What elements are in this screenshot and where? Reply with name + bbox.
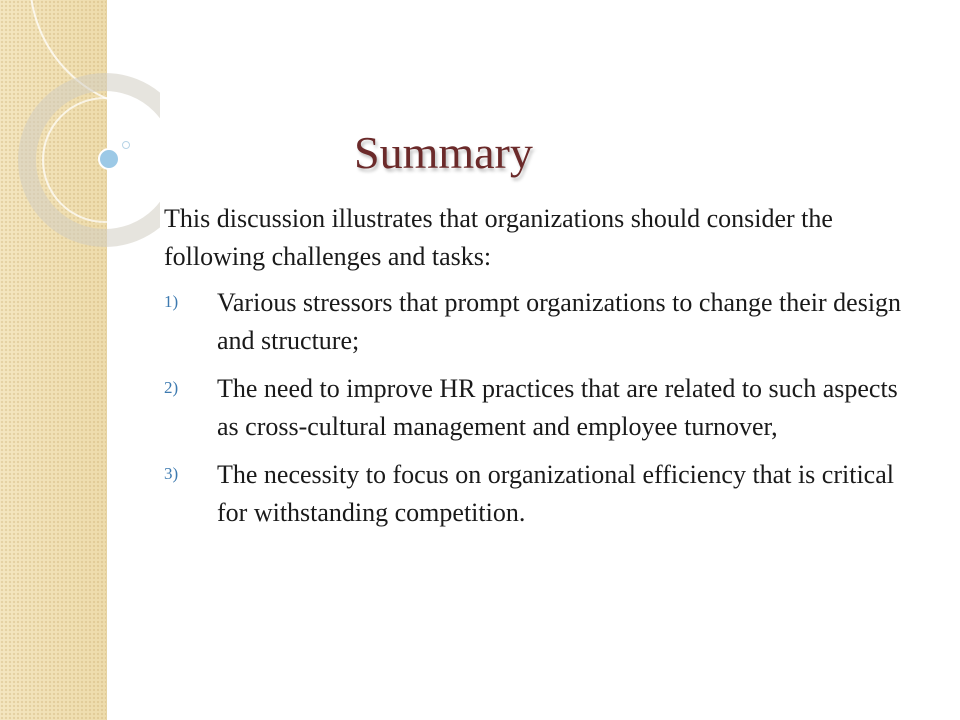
decorative-circles [0, 0, 160, 260]
list-number: 3) [164, 464, 179, 483]
list-number: 2) [164, 378, 179, 397]
challenges-list [164, 284, 914, 542]
slide-title: Summary [354, 127, 533, 178]
blue-bubble-icon [99, 149, 119, 169]
list-number: 1) [164, 292, 179, 311]
list-item [164, 370, 914, 446]
list-item [164, 456, 914, 532]
small-bubble-icon [123, 142, 130, 149]
list-item-text: The need to improve HR practices that are related to such aspects as cross-cultural management and employee turnover, [217, 374, 898, 441]
list-item-text: Various stressors that prompt organizations to change their design and structure; [217, 288, 902, 355]
list-item-text: The necessity to focus on organizational efficiency that is critical for withstanding competition. [217, 460, 894, 527]
list-item [164, 284, 914, 360]
intro-paragraph: This discussion illustrates that organizations should consider the following challenges and tasks: [164, 204, 833, 271]
